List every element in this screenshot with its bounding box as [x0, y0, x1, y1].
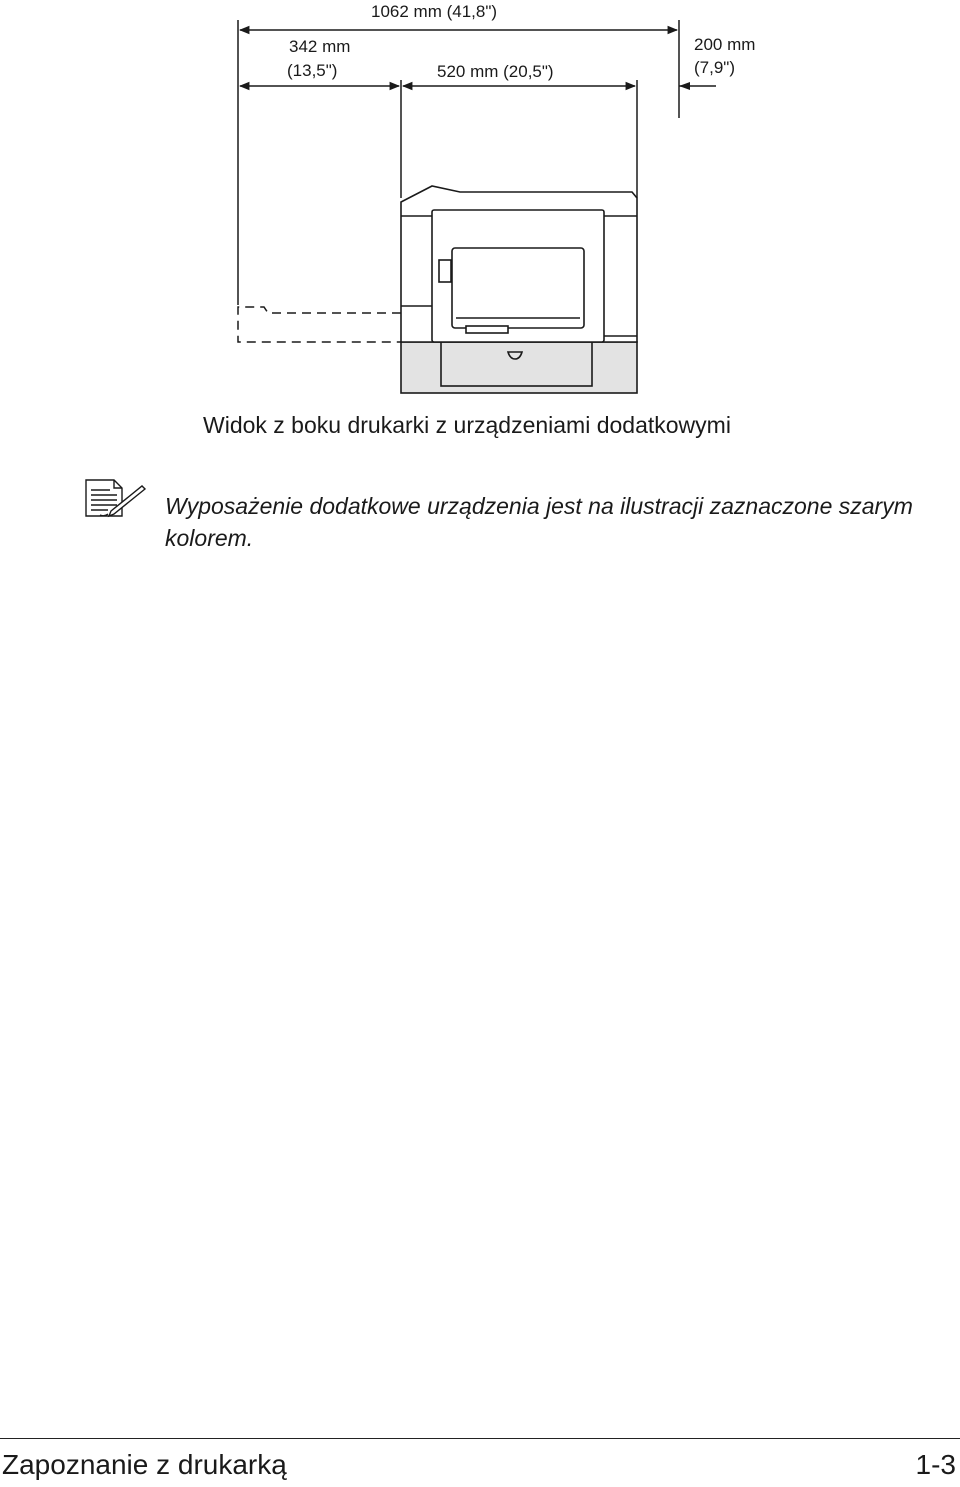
dimension-total-label: 1062 mm (41,8"): [371, 2, 498, 21]
note-pencil-icon: [84, 478, 148, 518]
paper-output-window: [452, 248, 584, 328]
optional-feeder-drawer: [441, 342, 592, 386]
dimension-left-in-label: (13,5"): [287, 61, 338, 80]
dimension-right-mm-label: 200 mm: [694, 35, 756, 54]
figure-caption: Widok z boku drukarki z urządzeniami dodatkowymi: [203, 412, 731, 438]
dimension-middle-label: 520 mm (20,5"): [437, 62, 554, 81]
side-latch: [439, 260, 451, 282]
dimension-arrow-right-head: [679, 82, 690, 90]
note-text: Wyposażenie dodatkowe urządzenia jest na ilustracji zaznaczone szarym kolorem.: [165, 493, 913, 551]
printer-body: [401, 186, 637, 393]
dimension-left-mm-label: 342 mm: [289, 37, 351, 56]
printer-side-view-diagram: [0, 0, 960, 400]
footer-rule: [0, 1438, 960, 1439]
extended-tray-outline: [238, 307, 401, 342]
dimension-right-in-label: (7,9"): [694, 58, 735, 77]
footer-page-number: 1-3: [915, 1449, 956, 1480]
footer-chapter-title: Zapoznanie z drukarką: [2, 1449, 287, 1480]
